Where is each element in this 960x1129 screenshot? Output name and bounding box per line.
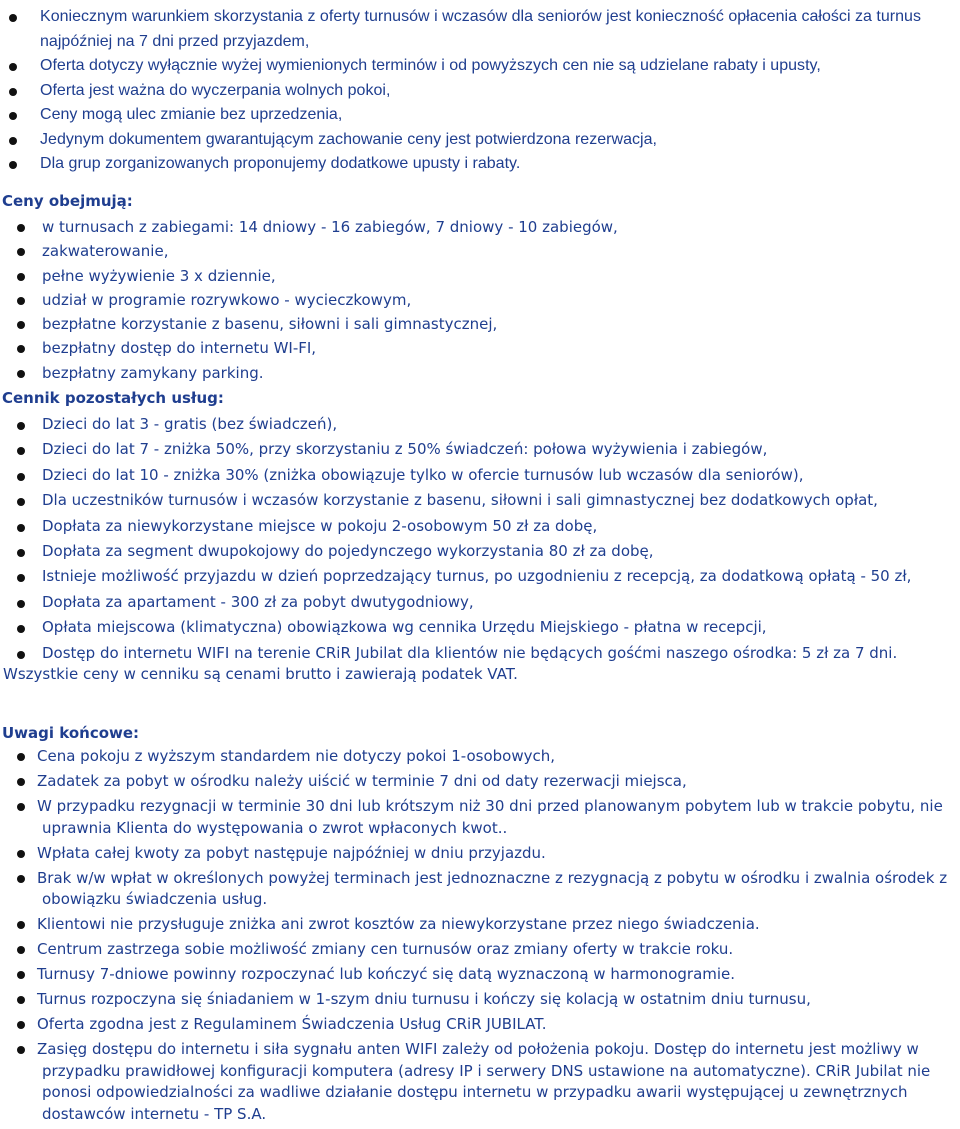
list-item: Turnusy 7-dniowe powinny rozpoczynać lub kończyć się datą wyznaczoną w harmonogramie.	[0, 964, 960, 986]
list-item: Centrum zastrzega sobie możliwość zmiany cen turnusów oraz zmiany oferty w trakcie roku.	[0, 939, 960, 961]
list-item: Zasięg dostępu do internetu i siła sygnału anten WIFI zależy od położenia pokoju. Dostęp do internetu jest możliwy w przypadku prawidłowej konfiguracji komputera (adresy IP i serwery DNS ustawione na automatyczne). CRiR Jubilat nie ponosi odpowiedzialności za wadliwe działanie dostępu internetu w przypadku awarii występującej u zewnętrznych dostawców internetu - TP S.A.	[0, 1039, 960, 1125]
list-item: Oferta jest ważna do wyczerpania wolnych pokoi,	[0, 79, 960, 104]
vat-note: Wszystkie ceny w cenniku są cenami brutto i zawierają podatek VAT.	[3, 665, 518, 683]
list-item: Brak w/w wpłat w określonych powyżej terminach jest jednoznaczne z rezygnacją z pobytu w ośrodku i zwalnia ośrodek z obowiązku świadczenia usług.	[0, 868, 960, 911]
list-item: udział w programie rozrywkowo - wycieczkowym,	[0, 288, 960, 312]
list-item: W przypadku rezygnacji w terminie 30 dni lub krótszym niż 30 dni przed planowanym pobytem lub w trakcie pobytu, nie uprawnia Klienta do występowania o zwrot wpłaconych kwot..	[0, 796, 960, 839]
list-item: Jedynym dokumentem gwarantującym zachowanie ceny jest potwierdzona rezerwacja,	[0, 128, 960, 153]
list-item: Zadatek za pobyt w ośrodku należy uiścić w terminie 7 dni od daty rezerwacji miejsca,	[0, 771, 960, 793]
other-services-list	[0, 412, 960, 666]
list-item: zakwaterowanie,	[0, 239, 960, 263]
list-item: Klientowi nie przysługuje zniżka ani zwrot kosztów za niewykorzystane przez niego świadczenia.	[0, 914, 960, 936]
offer-conditions-list	[0, 5, 960, 177]
list-item: Opłata miejscowa (klimatyczna) obowiązkowa wg cennika Urzędu Miejskiego - płatna w recepcji,	[0, 615, 960, 640]
list-item: w turnusach z zabiegami: 14 dniowy - 16 zabiegów, 7 dniowy - 10 zabiegów,	[0, 215, 960, 239]
final-remarks-heading: Uwagi końcowe:	[2, 724, 140, 742]
list-item: Dla grup zorganizowanych proponujemy dodatkowe upusty i rabaty.	[0, 152, 960, 177]
list-item: Dopłata za segment dwupokojowy do pojedynczego wykorzystania 80 zł za dobę,	[0, 539, 960, 564]
list-item: Dostęp do internetu WIFI na terenie CRiR Jubilat dla klientów nie będących gośćmi naszego ośrodka: 5 zł za 7 dni.	[0, 641, 960, 666]
list-item: Istnieje możliwość przyjazdu w dzień poprzedzający turnus, po uzgodnieniu z recepcją, za dodatkową opłatą - 50 zł,	[0, 564, 960, 589]
list-item: Dopłata za apartament - 300 zł za pobyt dwutygodniowy,	[0, 590, 960, 615]
prices-include-list	[0, 215, 960, 385]
list-item: Oferta dotyczy wyłącznie wyżej wymienionych terminów i od powyższych cen nie są udzielane rabaty i upusty,	[0, 54, 960, 79]
final-remarks-list	[0, 746, 960, 1129]
list-item: bezpłatny zamykany parking.	[0, 361, 960, 385]
list-item: pełne wyżywienie 3 x dziennie,	[0, 264, 960, 288]
list-item: Dopłata za niewykorzystane miejsce w pokoju 2-osobowym 50 zł za dobę,	[0, 514, 960, 539]
list-item: Ceny mogą ulec zmianie bez uprzedzenia,	[0, 103, 960, 128]
list-item: Koniecznym warunkiem skorzystania z oferty turnusów i wczasów dla seniorów jest konieczność opłacenia całości za turnus najpóźniej na 7 dni przed przyjazdem,	[0, 5, 960, 54]
list-item: bezpłatne korzystanie z basenu, siłowni i sali gimnastycznej,	[0, 312, 960, 336]
list-item: Dzieci do lat 10 - zniżka 30% (zniżka obowiązuje tylko w ofercie turnusów lub wczasów dla seniorów),	[0, 463, 960, 488]
list-item: Dla uczestników turnusów i wczasów korzystanie z basenu, siłowni i sali gimnastycznej bez dodatkowych opłat,	[0, 488, 960, 513]
list-item: Wpłata całej kwoty za pobyt następuje najpóźniej w dniu przyjazdu.	[0, 843, 960, 865]
list-item: Cena pokoju z wyższym standardem nie dotyczy pokoi 1-osobowych,	[0, 746, 960, 768]
list-item: Oferta zgodna jest z Regulaminem Świadczenia Usług CRiR JUBILAT.	[0, 1014, 960, 1036]
prices-include-heading: Ceny obejmują:	[2, 192, 133, 210]
list-item: Turnus rozpoczyna się śniadaniem w 1-szym dniu turnusu i kończy się kolacją w ostatnim dniu turnusu,	[0, 989, 960, 1011]
list-item: Dzieci do lat 7 - zniżka 50%, przy skorzystaniu z 50% świadczeń: połowa wyżywienia i zabiegów,	[0, 437, 960, 462]
list-item: Dzieci do lat 3 - gratis (bez świadczeń),	[0, 412, 960, 437]
other-services-heading: Cennik pozostałych usług:	[2, 389, 224, 407]
list-item: bezpłatny dostęp do internetu WI-FI,	[0, 336, 960, 360]
